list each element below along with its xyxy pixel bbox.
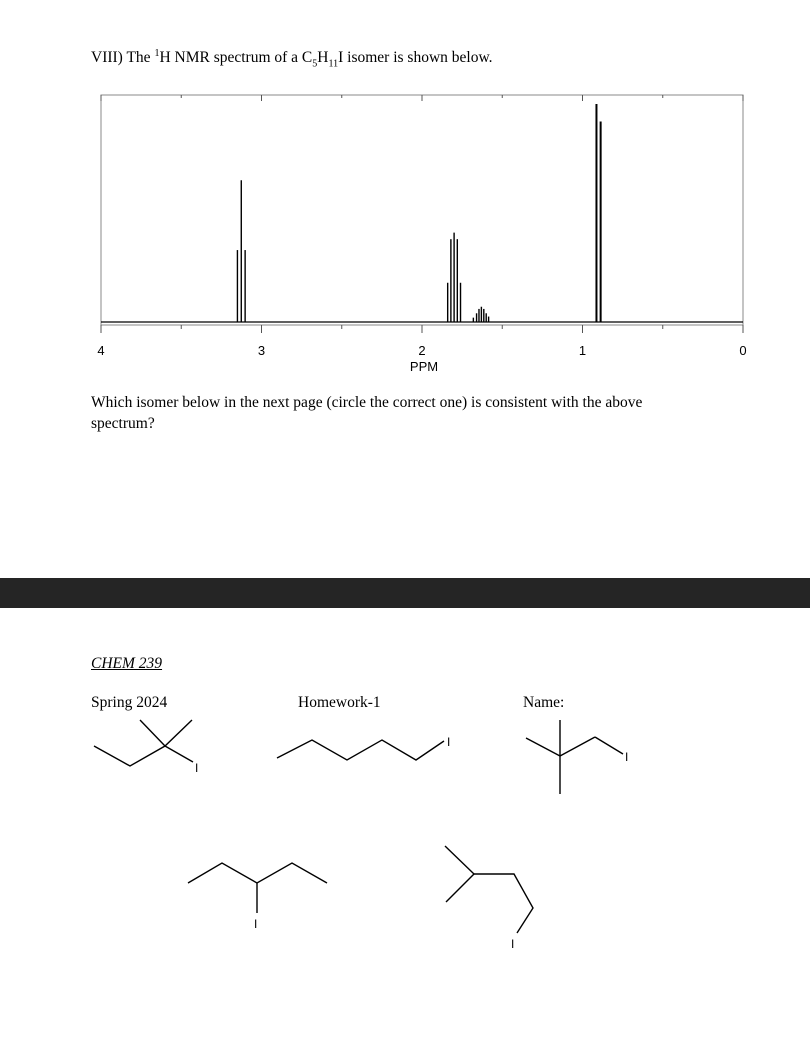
iodine-label-c: I (625, 750, 629, 764)
isomer-structures (0, 608, 810, 1060)
iodine-label-d: I (254, 917, 258, 931)
course-title: CHEM 239 (91, 655, 163, 672)
structure-c[interactable] (526, 720, 628, 794)
x-tick-label: 0 (739, 343, 747, 358)
nmr-spectrum (0, 0, 810, 380)
plot-frame (101, 95, 743, 325)
x-axis-ticks (101, 95, 743, 333)
structure-e[interactable] (445, 846, 533, 951)
spectrum-peaks (237, 104, 600, 322)
semester: Spring 2024 (91, 694, 168, 711)
x-tick-label: 4 (97, 343, 105, 358)
page-bottom (0, 608, 810, 1060)
page-divider (0, 578, 810, 608)
x-axis-tick-labels (97, 343, 746, 358)
question-header: VIII) The $^1$H NMR spectrum of a $C_5H_{11}I$ isomer is shown below. (91, 48, 493, 70)
x-axis-label: PPM (409, 359, 439, 374)
iodine-label-b: I (447, 735, 451, 749)
name-label: Name: (523, 694, 565, 711)
iodine-label-e: I (511, 937, 515, 951)
structure-b[interactable] (277, 735, 450, 760)
assignment-title: Homework-1 (298, 694, 381, 711)
iodine-label-a: I (195, 761, 199, 775)
x-tick-label: 2 (418, 343, 426, 358)
structure-a[interactable] (94, 720, 198, 775)
x-tick-label: 3 (257, 343, 266, 358)
question-text: Which isomer below in the next page (circle the correct one) is consistent with the above spectrum? (91, 394, 643, 432)
structure-d[interactable] (188, 863, 327, 931)
x-tick-label: 1 (578, 343, 587, 358)
